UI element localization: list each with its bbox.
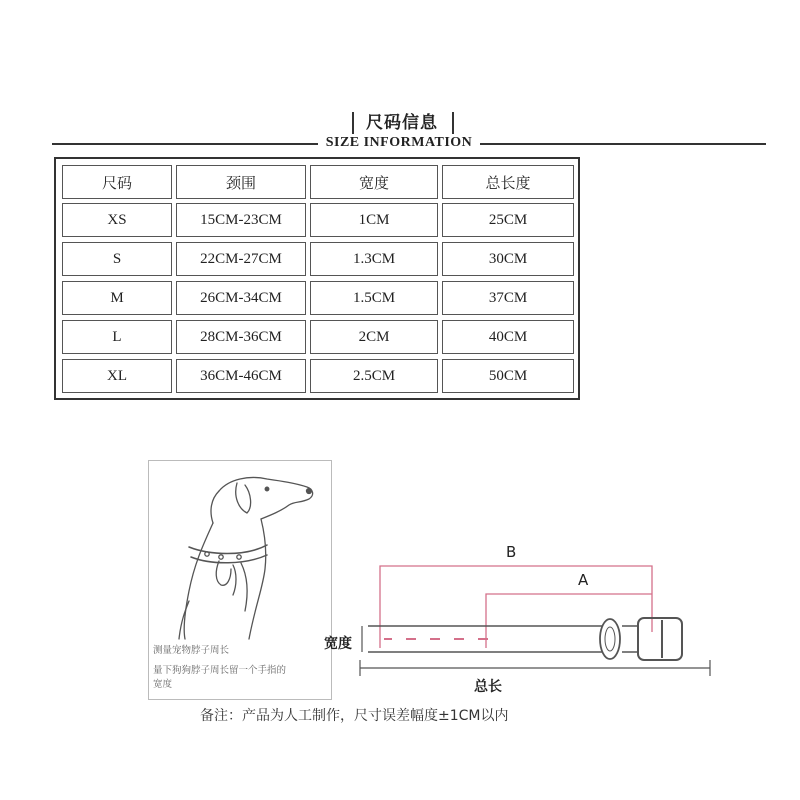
table-cell: 40CM [442,320,574,354]
table-cell: 25CM [442,203,574,237]
table-cell: 37CM [442,281,574,315]
measure-b-line [380,566,652,648]
table-cell: 1.3CM [310,242,438,276]
header-rule-right [478,143,766,145]
label-b: B [506,543,517,561]
table-cell: 15CM-23CM [176,203,306,237]
table-cell: 1CM [310,203,438,237]
table-header-neck: 颈围 [176,165,306,199]
page-title: 尺码信息 [366,113,438,133]
table-cell: 50CM [442,359,574,393]
width-label: 宽度 [324,636,352,652]
table-cell: 2CM [310,320,438,354]
header-bar-left [352,112,354,134]
label-a: A [578,571,589,589]
table-cell: M [62,281,172,315]
dog-illustration [148,460,332,700]
table-cell: 1.5CM [310,281,438,315]
table-cell: S [62,242,172,276]
footnote: 备注：产品为人工制作，尺寸误差幅度±1CM以内 [200,708,509,724]
table-header-length: 总长度 [442,165,574,199]
table-cell: 28CM-36CM [176,320,306,354]
size-table [54,157,580,400]
dog-caption-3: 宽度 [153,679,173,690]
table-cell: 30CM [442,242,574,276]
dog-caption-2: 量下狗狗脖子周长留一个手指的 [153,665,287,676]
table-cell: 26CM-34CM [176,281,306,315]
collar-ring [600,619,620,659]
header-rule-left [52,143,320,145]
header-bar-right [452,112,454,134]
dog-caption-1: 测量宠物脖子周长 [153,645,230,656]
table-cell: XS [62,203,172,237]
table-cell: L [62,320,172,354]
table-cell: 36CM-46CM [176,359,306,393]
measure-a-line [486,594,652,648]
dog-sketch [149,461,331,641]
table-cell: 2.5CM [310,359,438,393]
table-header-size: 尺码 [62,165,172,199]
table-header-width: 宽度 [310,165,438,199]
collar-buckle [638,618,682,660]
total-length-label: 总长 [474,679,502,695]
collar-diagram [340,548,760,698]
table-cell: 22CM-27CM [176,242,306,276]
page-subtitle: SIZE INFORMATION [318,134,480,152]
table-cell: XL [62,359,172,393]
